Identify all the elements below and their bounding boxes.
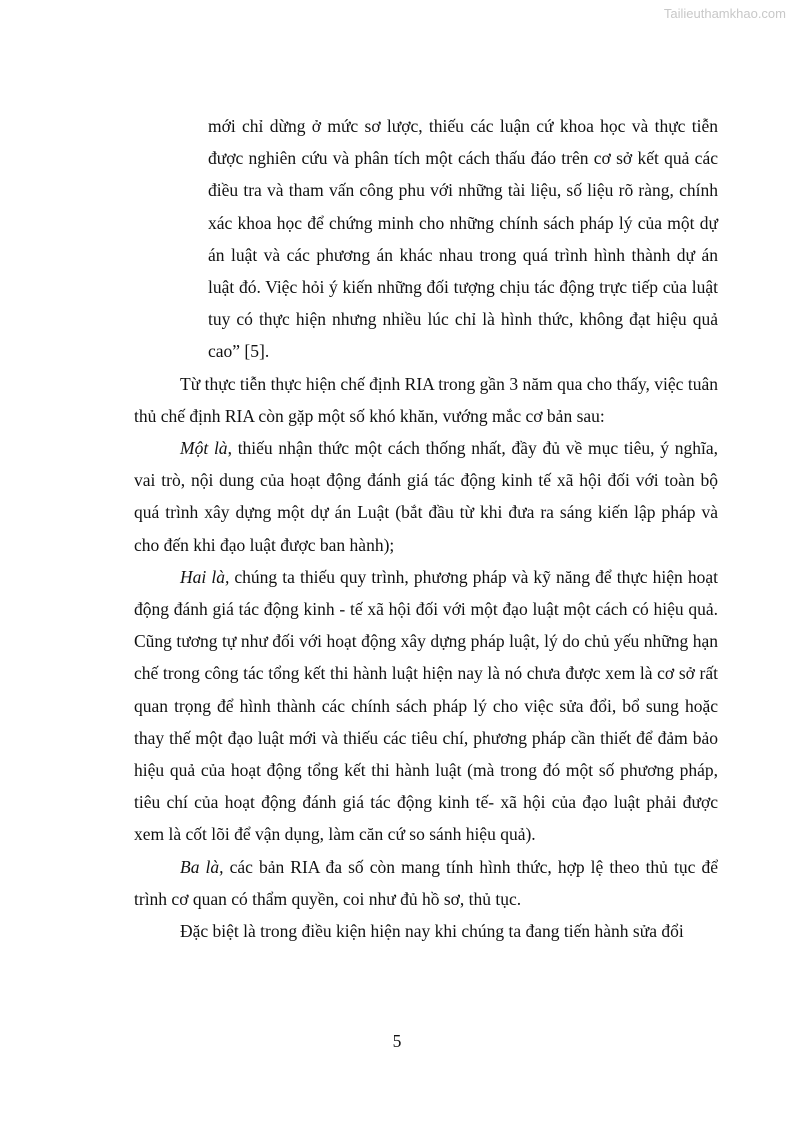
closing-paragraph: Đặc biệt là trong điều kiện hiện nay khi chúng ta đang tiến hành sửa đổi <box>180 921 684 942</box>
page-number: 5 <box>392 1031 402 1051</box>
point-three-paragraph <box>134 851 718 915</box>
point-one-paragraph <box>134 432 718 561</box>
point-two-lead: Hai là, <box>180 566 230 587</box>
document-body <box>134 110 718 947</box>
watermark: Tailieuthamkhao.com <box>663 6 786 21</box>
intro-paragraph: Từ thực tiễn thực hiện chế định RIA trong gần 3 năm qua cho thấy, việc tuân thủ chế định RIA còn gặp một số khó khăn, vướng mắc cơ bản sau: <box>134 373 718 426</box>
point-three-text: các bản RIA đa số còn mang tính hình thức, hợp lệ theo thủ tục để trình cơ quan có thẩm quyền, coi như đủ hồ sơ, thủ tục. <box>134 856 718 909</box>
point-two-paragraph <box>134 561 718 851</box>
point-two-text: chúng ta thiếu quy trình, phương pháp và kỹ năng để thực hiện hoạt động đánh giá tác động kinh - tế xã hội đối với một đạo luật một cách có hiệu quả. Cũng tương tự như đối với hoạt động xây dựng pháp luật, lý do chủ yếu những hạn chế trong công tác tổng kết thi hành luật hiện nay là nó chưa được xem là cơ sở rất quan trọng để hình thành các chính sách pháp lý cho việc sửa đổi, bổ sung hoặc thay thế một đạo luật mới và thiếu các tiêu chí, phương pháp cần thiết để đảm bảo hiệu quả của hoạt động tổng kết thi hành luật (mà trong đó một số phương pháp, tiêu chí của hoạt động đánh giá tác động kinh tế- xã hội của đạo luật phải được xem là cốt lõi để vận dụng, làm căn cứ so sánh hiệu quả). <box>134 566 718 845</box>
point-three-lead: Ba là, <box>180 856 224 877</box>
point-one-text: , thiếu nhận thức một cách thống nhất, đầy đủ về mục tiêu, ý nghĩa, vai trò, nội dung của hoạt động đánh giá tác động kinh tế xã hội đối với toàn bộ quá trình xây dựng một dự án Luật (bắt đầu từ khi đưa ra sáng kiến lập pháp và cho đến khi đạo luật được ban hành); <box>134 438 718 555</box>
point-one-lead: Một là <box>180 438 228 459</box>
quoted-paragraph: mới chỉ dừng ở mức sơ lược, thiếu các luận cứ khoa học và thực tiễn được nghiên cứu và phân tích một cách thấu đáo trên cơ sở kết quả các điều tra và tham vấn công phu với những tài liệu, số liệu rõ ràng, chính xác khoa học để chứng minh cho những chính sách pháp lý của một dự án luật và các phương án khác nhau trong quá trình hình thành dự án luật đó. Việc hỏi ý kiến những đối tượng chịu tác động trực tiếp của luật tuy có thực hiện nhưng nhiều lúc chỉ là hình thức, không đạt hiệu quả cao” [5]. <box>208 116 718 362</box>
